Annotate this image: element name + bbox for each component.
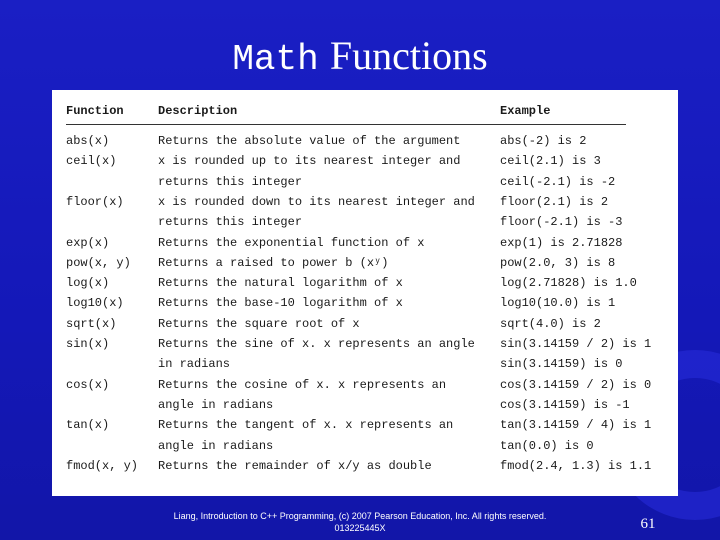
function-cell: log10(x) bbox=[66, 296, 124, 311]
example-cell: cos(3.14159) is -1 bbox=[500, 397, 630, 412]
function-cell: abs(x) bbox=[66, 134, 110, 148]
example-cell: ceil(2.1) is 3 bbox=[500, 154, 601, 169]
description-cell: Returns the sine of x. x represents an angle bbox=[158, 337, 475, 351]
title-code-word: Math bbox=[232, 39, 319, 80]
function-cell: tan(x) bbox=[66, 418, 110, 433]
title-word: Functions bbox=[329, 33, 488, 78]
table-row bbox=[52, 337, 678, 357]
example-cell: cos(3.14159 / 2) is 0 bbox=[500, 377, 652, 392]
description-cell: Returns the exponential function of x bbox=[158, 235, 425, 250]
table-row bbox=[52, 439, 678, 459]
description-cell: Returns the remainder of x/y as double bbox=[158, 458, 432, 473]
function-cell: pow(x, y) bbox=[66, 255, 131, 270]
table-row bbox=[52, 236, 678, 256]
description-cell: Returns a raised to power b (xʸ) bbox=[158, 255, 389, 270]
example-cell: exp(1) is 2.71828 bbox=[500, 235, 623, 250]
table-row bbox=[52, 195, 678, 215]
footer-copyright: Liang, Introduction to C++ Programming, (c) 2007 Pearson Education, Inc. All rights reserved. bbox=[173, 511, 547, 521]
table-row bbox=[52, 134, 678, 154]
function-cell: ceil(x) bbox=[66, 154, 117, 169]
function-cell: fmod(x, y) bbox=[66, 458, 139, 473]
example-cell: tan(3.14159 / 4) is 1 bbox=[500, 418, 652, 433]
description-cell: returns this integer bbox=[158, 215, 303, 230]
description-cell: x is rounded up to its nearest integer and bbox=[158, 154, 461, 169]
table-header-row bbox=[52, 104, 678, 124]
function-cell: sin(x) bbox=[66, 337, 110, 351]
description-cell: Returns the base-10 logarithm of x bbox=[158, 296, 403, 311]
description-cell: Returns the cosine of x. x represents an bbox=[158, 377, 447, 392]
header-example: Example bbox=[500, 104, 551, 118]
slide-footer bbox=[110, 510, 610, 534]
page-number: 61 bbox=[640, 516, 656, 532]
table-row bbox=[52, 398, 678, 418]
description-cell: returns this integer bbox=[158, 174, 303, 189]
header-description: Description bbox=[158, 104, 238, 118]
table-row bbox=[52, 276, 678, 296]
description-cell: angle in radians bbox=[158, 397, 274, 412]
example-cell: abs(-2) is 2 bbox=[500, 134, 587, 148]
table-row bbox=[52, 378, 678, 398]
description-cell: x is rounded down to its nearest integer and bbox=[158, 194, 475, 209]
table-row bbox=[52, 317, 678, 337]
example-cell: pow(2.0, 3) is 8 bbox=[500, 255, 616, 270]
table-row bbox=[52, 418, 678, 438]
function-cell: sqrt(x) bbox=[66, 316, 117, 331]
math-functions-table bbox=[52, 90, 678, 496]
description-cell: in radians bbox=[158, 357, 231, 372]
footer-isbn: 013225445X bbox=[334, 523, 386, 533]
header-divider bbox=[66, 124, 626, 125]
table-row bbox=[52, 459, 678, 479]
example-cell: log10(10.0) is 1 bbox=[500, 296, 616, 311]
example-cell: tan(0.0) is 0 bbox=[500, 438, 594, 453]
example-cell: fmod(2.4, 1.3) is 1.1 bbox=[500, 458, 652, 473]
table-row bbox=[52, 175, 678, 195]
description-cell: Returns the absolute value of the argument bbox=[158, 134, 461, 148]
example-cell: ceil(-2.1) is -2 bbox=[500, 174, 616, 189]
table-row bbox=[52, 215, 678, 235]
example-cell: sin(3.14159) is 0 bbox=[500, 357, 623, 372]
example-cell: sin(3.14159 / 2) is 1 bbox=[500, 337, 652, 351]
function-cell: log(x) bbox=[66, 276, 110, 291]
table-row bbox=[52, 256, 678, 276]
header-function: Function bbox=[66, 104, 124, 118]
table-row bbox=[52, 154, 678, 174]
example-cell: floor(-2.1) is -3 bbox=[500, 215, 623, 230]
slide-title bbox=[0, 30, 720, 82]
function-cell: floor(x) bbox=[66, 194, 124, 209]
table-row bbox=[52, 357, 678, 377]
description-cell: Returns the tangent of x. x represents an bbox=[158, 418, 454, 433]
example-cell: sqrt(4.0) is 2 bbox=[500, 316, 601, 331]
table-row bbox=[52, 296, 678, 316]
function-cell: cos(x) bbox=[66, 377, 110, 392]
description-cell: Returns the natural logarithm of x bbox=[158, 276, 403, 291]
function-cell: exp(x) bbox=[66, 235, 110, 250]
description-cell: Returns the square root of x bbox=[158, 316, 360, 331]
description-cell: angle in radians bbox=[158, 438, 274, 453]
example-cell: log(2.71828) is 1.0 bbox=[500, 276, 637, 291]
example-cell: floor(2.1) is 2 bbox=[500, 194, 609, 209]
